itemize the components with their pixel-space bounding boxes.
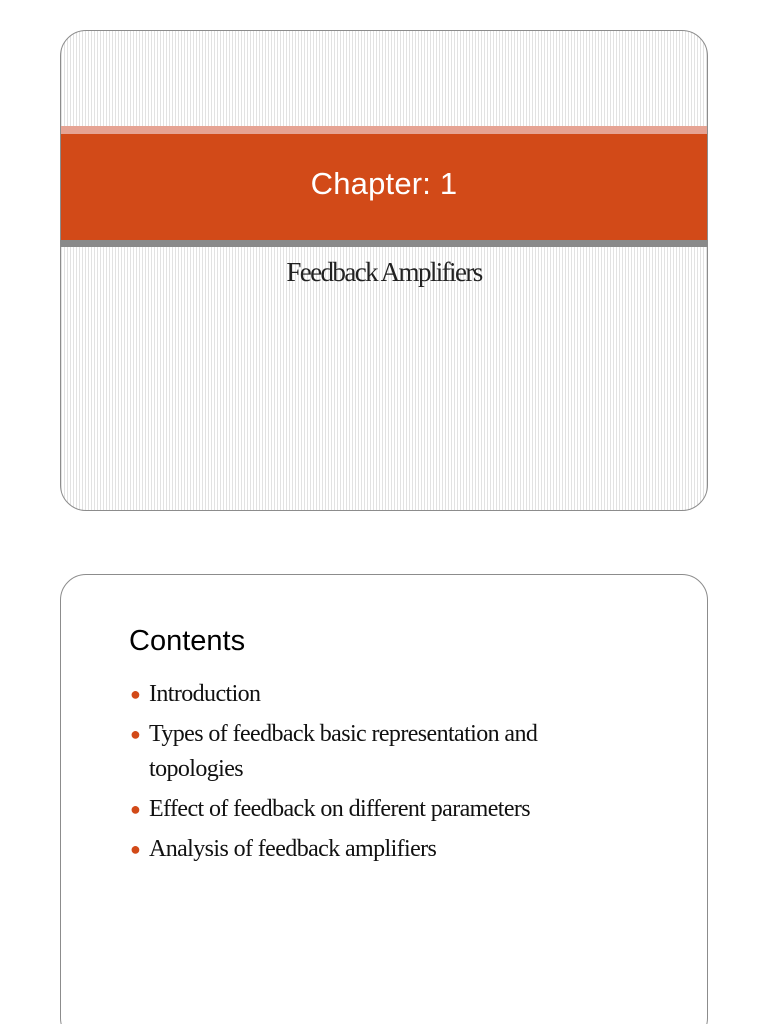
list-item (129, 677, 599, 712)
bullet-icon: ● (130, 724, 141, 744)
bullet-icon: ● (130, 684, 141, 704)
contents-list (129, 677, 599, 872)
title-band (61, 134, 707, 240)
contents-heading: Contents (129, 625, 246, 657)
list-item (129, 832, 599, 867)
list-item-text: Introduction (149, 681, 261, 707)
list-item-text: Types of feedback basic representation and topologies (149, 721, 538, 782)
chapter-title: Chapter: 1 (310, 166, 458, 201)
title-slide (60, 30, 708, 511)
title-band-gray-stripe (61, 240, 707, 247)
slide-subtitle: Feedback Amplifiers (286, 257, 482, 287)
bullet-icon: ● (130, 839, 141, 859)
title-band-light-stripe (61, 126, 707, 134)
contents-slide (60, 574, 708, 1024)
list-item (129, 717, 599, 787)
list-item (129, 792, 599, 827)
list-item-text: Effect of feedback on different parameters (149, 796, 531, 822)
list-item-text: Analysis of feedback amplifiers (149, 836, 437, 862)
bullet-icon: ● (130, 799, 141, 819)
